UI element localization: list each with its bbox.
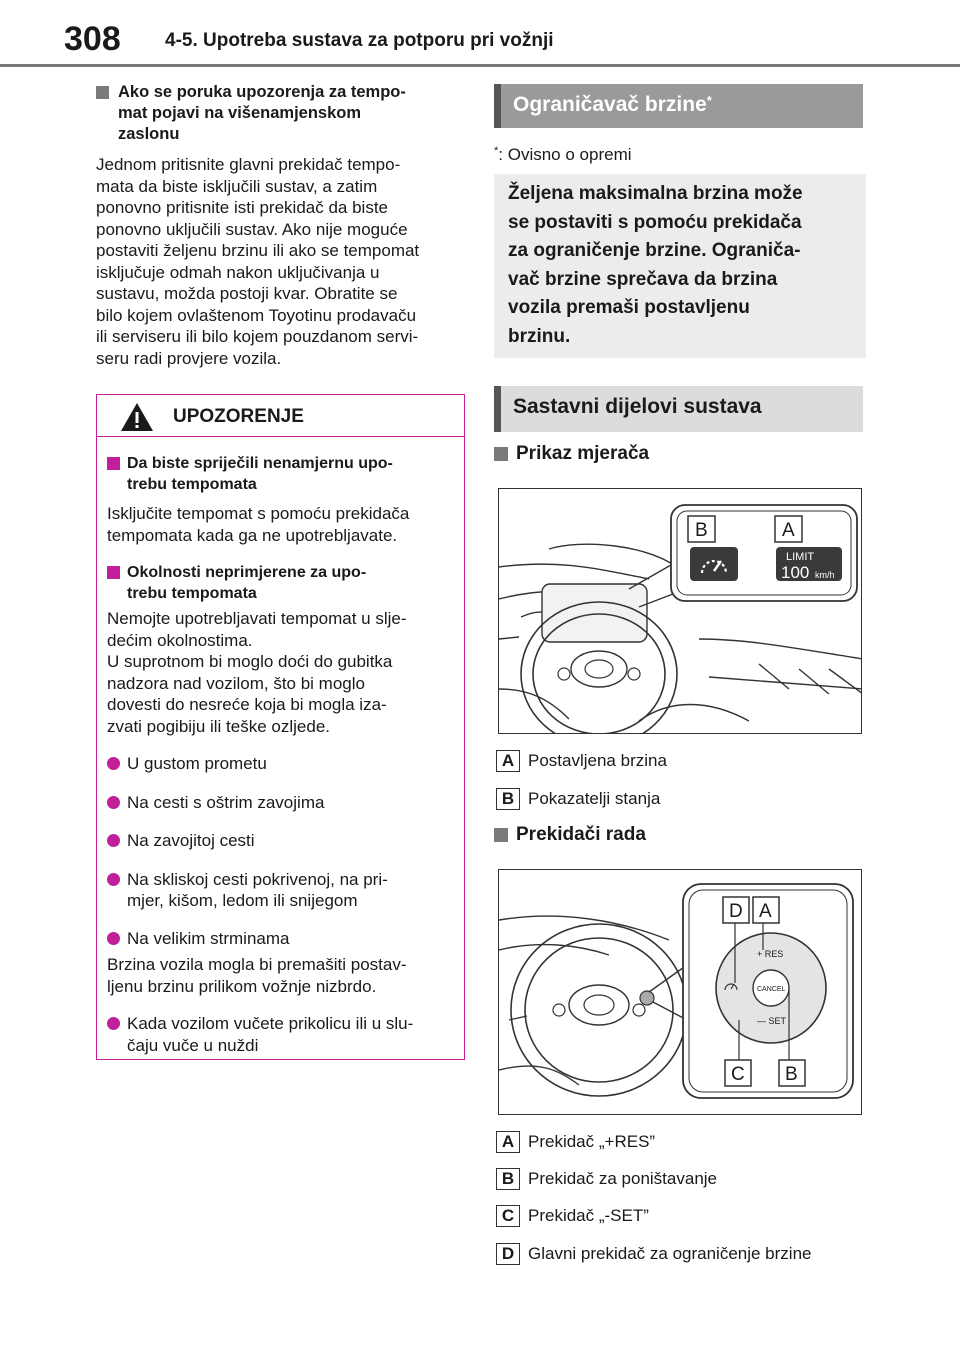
cancel-label: CANCEL (757, 986, 786, 993)
set-label: — SET (757, 1016, 787, 1026)
summary-box: Željena maksimalna brzina može se postaviti s pomoću prekidača za ograničenje brzine. Ograniča- vač brzine sprečava da brzina vozila premaši postavljenu brzinu. (494, 174, 866, 358)
warning-text: Brzina vozila mogla bi premašiti postav- ljenu brzinu prilikom vožnje nizbrdo. (107, 955, 407, 996)
gauge-status-icon (690, 547, 738, 581)
warning-bullet: Na skliskoj cesti pokrivenoj, na pri- mjer, kišom, ledom ili snijegom (107, 869, 450, 912)
warning-triangle-icon (119, 401, 155, 433)
gauge-heading: Prikaz mjerača (494, 443, 649, 465)
footnote: *: Ovisno o opremi (494, 145, 632, 164)
dashboard-drawing (499, 489, 862, 734)
warning-header (97, 395, 464, 437)
warning-bullet: Na cesti s oštrim zavojima (107, 792, 450, 814)
limit-label: LIMIT (786, 551, 815, 563)
callout-d: D (729, 901, 743, 922)
warning-bullet: Kada vozilom vučete prikolicu ili u slu- čaju vuče u nuždi (107, 1013, 450, 1056)
components-title-bar (494, 386, 863, 432)
warning-subheading: Okolnosti neprimjerene za upo- trebu tempomata (107, 562, 450, 604)
components-title: Sastavni dijelovi sustava (513, 395, 762, 418)
set-speed-value: 100 (781, 563, 810, 582)
gauge-illustration (498, 488, 862, 734)
callout-b: B (695, 520, 708, 541)
callout-b: B (785, 1064, 798, 1085)
warning-title: UPOZORENJE (173, 406, 304, 427)
callout-a: A (782, 520, 795, 541)
section-title: 4-5. Upotreba sustava za potporu pri vožnji (165, 30, 554, 51)
steering-wheel-drawing (499, 870, 862, 1115)
warning-bullet: Na velikim strminama (107, 928, 450, 950)
warning-box (96, 394, 465, 1060)
switch-illustration (498, 869, 862, 1115)
warning-text: Isključite tempomat s pomoću prekidača tempomata kada ga ne upotrebljavate. (107, 504, 410, 545)
warning-body (97, 437, 464, 1056)
warning-text: Nemojte upotrebljavati tempomat u slje- dećim okolnostima. U suprotnom bi moglo doći do gubitka nadzora nad vozilom, što bi moglo dovesti do nesreće koja bi mogla iza- zvati pogibiju ili teške ozljede. (107, 609, 407, 736)
subsection-body: Jednom pritisnite glavni prekidač tempo- mata da biste isključili sustav, a zatim ponovno pritisnite isti prekidač da biste ponovno uključili sustav. Ako nije moguće postaviti željenu brzinu ili ako se tempomat isključuje odmah nakon uključivanja u sustavu, možda postoji kvar. Obratite se bilo kojem ovlaštenom Toyotinu prodavaču ili serviseru ili bilo kojem pouzdanom servi- seru radi provjere vozila. (96, 155, 420, 368)
warning-bullet: Na zavojitoj cesti (107, 830, 450, 852)
page-number: 308 (64, 20, 121, 58)
callout-c: C (731, 1064, 745, 1085)
warning-subheading: Da biste spriječili nenamjernu upo- trebu tempomata (107, 453, 450, 495)
callout-a: A (759, 901, 772, 922)
page-header (0, 0, 960, 64)
chapter-title: Ograničavač brzine* (513, 93, 712, 116)
left-column (96, 82, 468, 369)
speed-unit: km/h (815, 570, 835, 580)
chapter-title-bar (494, 84, 863, 128)
warning-bullet: U gustom prometu (107, 753, 450, 775)
header-divider (0, 64, 960, 67)
switch-heading: Prekidači rada (494, 824, 646, 846)
subsection-heading: Ako se poruka upozorenja za tempo- mat pojavi na višenamjenskom zaslonu (96, 82, 468, 145)
res-label: + RES (757, 949, 784, 959)
